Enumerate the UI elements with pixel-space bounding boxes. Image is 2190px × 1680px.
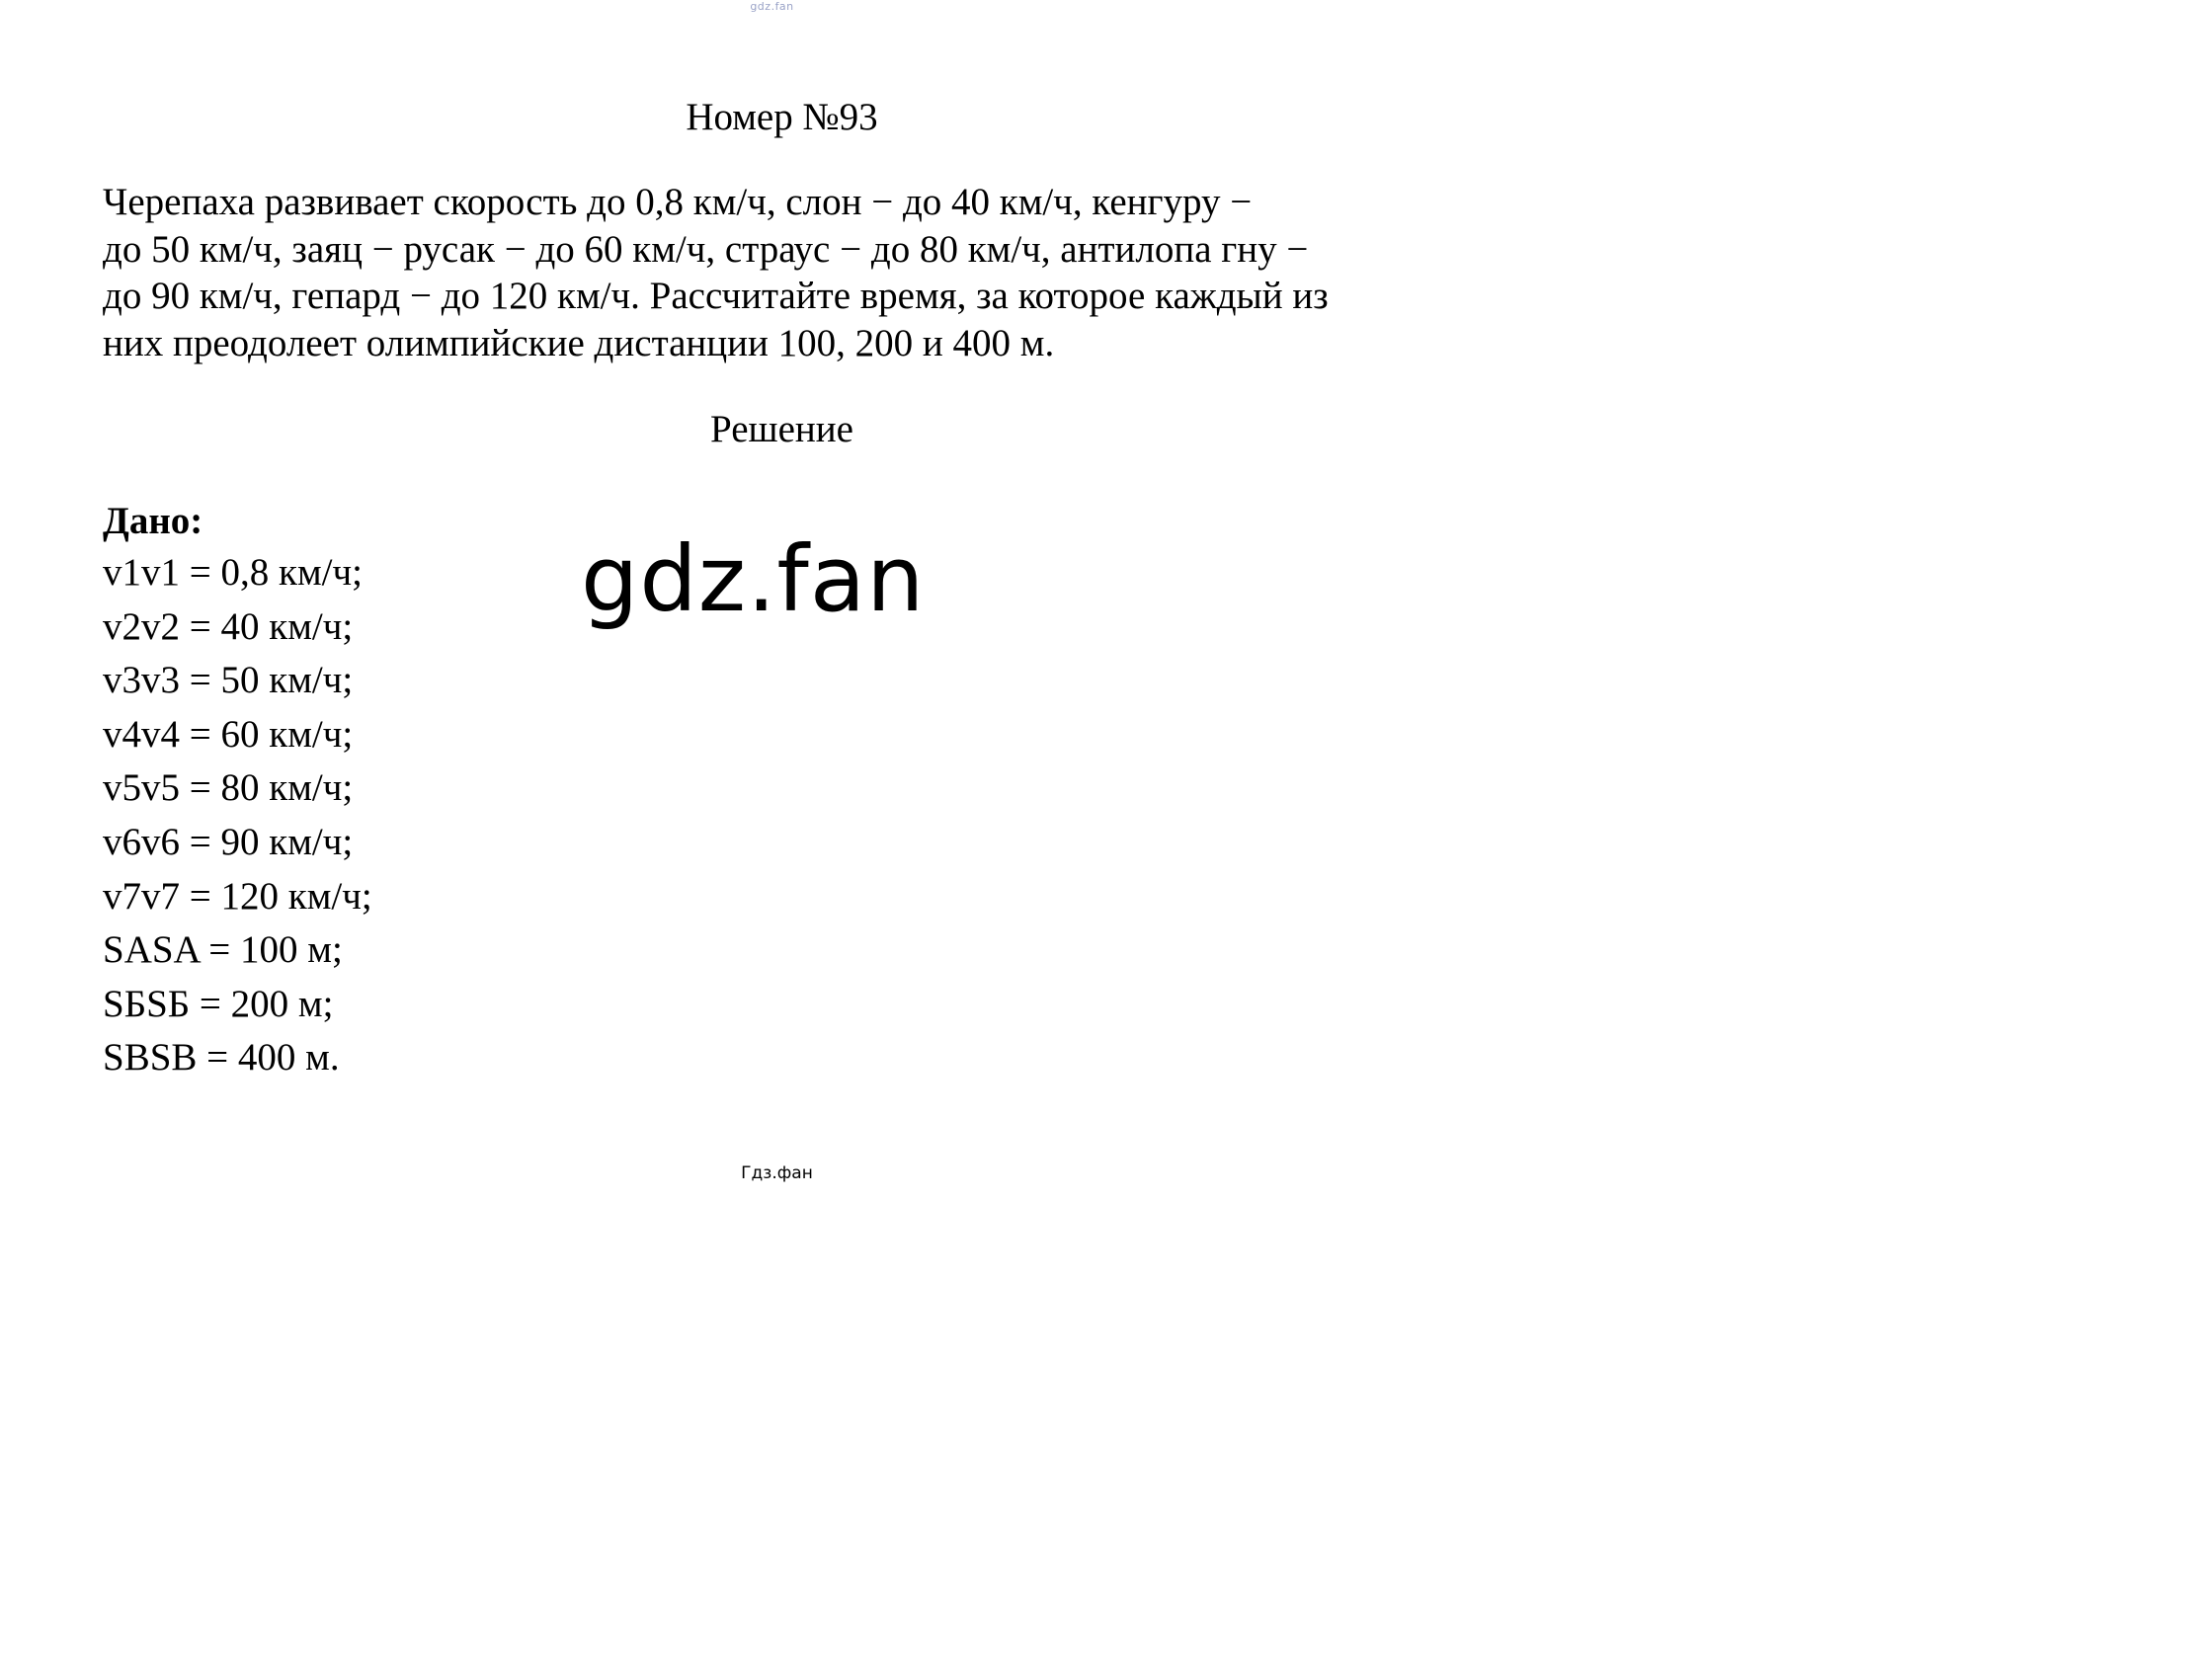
given-item: SASA = 100 м; (103, 928, 343, 972)
problem-line: до 50 км/ч, заяц − русак − до 60 км/ч, страус − до 80 км/ч, антилопа гну − (103, 227, 1309, 271)
problem-line: до 90 км/ч, гепард − до 120 км/ч. Рассчитайте время, за которое каждый из (103, 275, 1329, 317)
center-watermark: gdz.fan (581, 526, 926, 632)
top-watermark: gdz.fan (750, 0, 794, 13)
given-item: v4v4 = 60 км/ч; (103, 712, 354, 756)
given-item: v2v2 = 40 км/ч; (103, 604, 354, 648)
problem-title: Номер №93 (686, 96, 878, 138)
given-item: SБSБ = 200 м; (103, 982, 334, 1025)
problem-line: них преодолеет олимпийские дистанции 100, 200 и 400 м. (103, 321, 1055, 364)
given-item: SBSB = 400 м. (103, 1036, 340, 1080)
given-item: v5v5 = 80 км/ч; (103, 766, 354, 810)
given-item: v7v7 = 120 км/ч; (103, 874, 372, 918)
footer-watermark: Гдз.фан (741, 1163, 813, 1183)
given-list (103, 553, 372, 1092)
given-item: v1v1 = 0,8 км/ч; (103, 551, 363, 594)
problem-line: Черепаха развивает скорость до 0,8 км/ч, слон − до 40 км/ч, кенгуру − (103, 181, 1253, 223)
given-item: v6v6 = 90 км/ч; (103, 820, 354, 863)
problem-statement (103, 179, 1446, 366)
solution-heading: Решение (710, 408, 853, 450)
given-label: Дано: (103, 500, 203, 542)
given-item: v3v3 = 50 км/ч; (103, 659, 354, 702)
